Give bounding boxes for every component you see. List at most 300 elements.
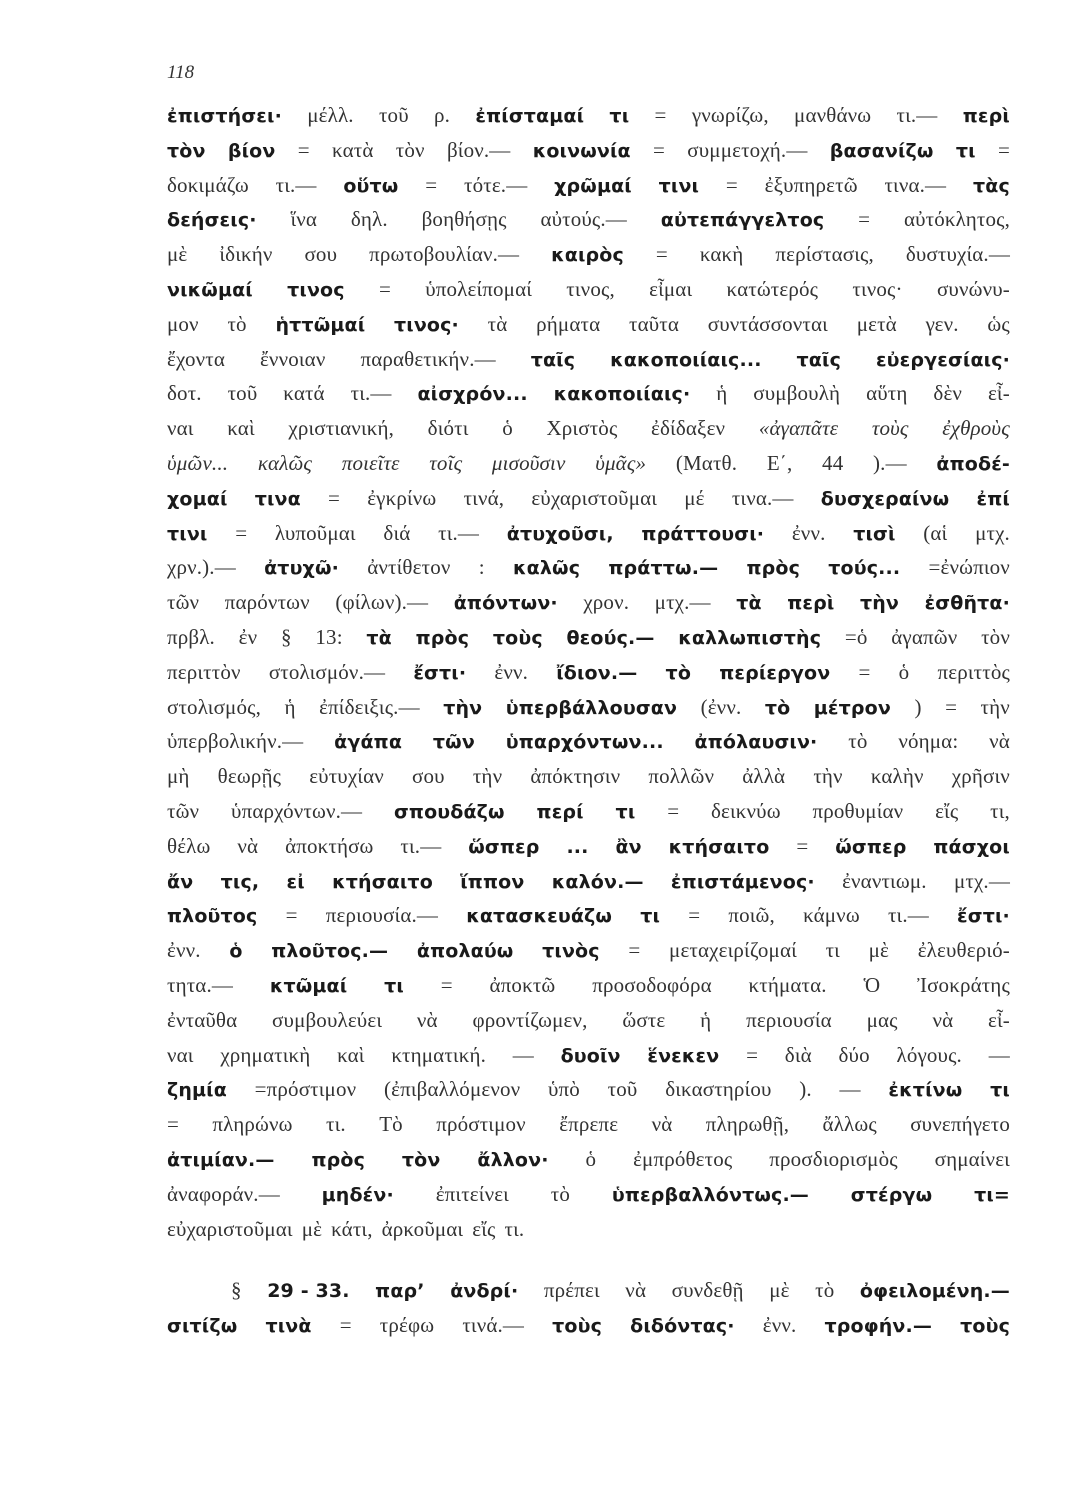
headword: εὐεργεσίαις· — [875, 348, 1010, 371]
page-number: 118 — [167, 62, 195, 83]
quotation-word: μισοῦσιν — [491, 450, 566, 475]
headword: τὸν — [167, 139, 206, 162]
headword: πράττω.— — [608, 557, 719, 580]
headword: πλοῦτος — [167, 905, 258, 928]
headword: καιρὸς — [551, 244, 624, 267]
headword: ταῖς — [530, 348, 576, 371]
gloss-word: δεικνύω — [710, 798, 781, 823]
text-line — [167, 446, 1010, 481]
headword: πρὸς — [311, 1148, 365, 1171]
gloss-word: ἐπίδειξις.— — [319, 694, 420, 719]
headword: πρὸς — [415, 626, 470, 649]
quotation-word: ὑμῶν... — [167, 450, 229, 475]
gloss-word: ἐναντιωμ. — [842, 868, 927, 893]
headword: ἀνδρί· — [450, 1280, 519, 1303]
gloss-word: διὰ — [784, 1042, 812, 1067]
gloss-word: = — [378, 276, 391, 301]
headword: κτήσαιτο — [668, 835, 770, 858]
gloss-word: ὑπολείπομαί — [425, 276, 533, 301]
gloss-word: τητα.— — [167, 972, 234, 997]
headword: αἰσχρόν... — [417, 383, 528, 406]
headword: κακοποιίαις... — [610, 348, 762, 371]
gloss-word: βοηθήσῃς — [421, 207, 507, 232]
gloss-word: περιττὸς — [937, 659, 1010, 684]
gloss-word: τὴν — [980, 694, 1010, 719]
gloss-word: εἴς — [935, 798, 959, 823]
text-line — [167, 1212, 1010, 1247]
gloss-word: ἀποκτήσω — [285, 833, 374, 858]
text-line — [167, 620, 1010, 655]
headword: ἔστι· — [957, 905, 1010, 928]
gloss-word: ἡ — [284, 694, 296, 719]
gloss-word: ὁ — [585, 1146, 597, 1171]
gloss-word: ἀντίθετον — [367, 555, 451, 580]
gloss-word: ἐνν. — [167, 938, 201, 963]
gloss-word: ἀγαπῶν — [891, 624, 958, 649]
headword: ἐπί — [976, 487, 1010, 510]
gloss-word: = — [725, 172, 738, 197]
gloss-word: ἡ — [716, 381, 728, 406]
gloss-word: τὸν — [395, 137, 425, 162]
text-line — [167, 237, 1010, 272]
headword: παρ’ — [375, 1280, 425, 1303]
headword: ἀτυχοῦσι, — [506, 522, 614, 545]
gloss-word: πρόστιμον — [436, 1112, 526, 1137]
gloss-word: αὐτόκλητος, — [903, 207, 1010, 232]
gloss-word: = — [655, 242, 668, 267]
gloss-word: συντάσσονται — [707, 311, 828, 336]
gloss-word: εὐχαριστοῦμαι — [167, 1216, 293, 1241]
gloss-word: λυποῦμαι — [274, 520, 356, 545]
headword: περίεργον — [719, 661, 831, 684]
text-line — [167, 1107, 1010, 1142]
text-line — [167, 516, 1010, 551]
gloss-word: = — [654, 103, 667, 127]
gloss-word: = — [440, 972, 453, 997]
quotation-word: «ἀγαπᾶτε — [758, 416, 839, 441]
gloss-word: κάμνω — [803, 903, 860, 928]
headword: ἕνεκεν — [647, 1044, 720, 1067]
gloss-word: = — [425, 172, 438, 197]
text-line — [167, 933, 1010, 968]
gloss-word: τινά.— — [462, 1313, 525, 1338]
gloss-word: ἄλλως — [822, 1112, 877, 1137]
headword: τι — [990, 1079, 1010, 1102]
gloss-word: τοῦ — [607, 1077, 638, 1102]
headword: νικῶμαί — [167, 278, 253, 301]
gloss-word: ) — [914, 694, 922, 719]
gloss-word: τὰ — [487, 311, 508, 336]
headword: οὕτω — [343, 174, 399, 197]
text-line — [167, 1308, 1010, 1343]
headword: πράττουσι· — [641, 522, 765, 545]
gloss-word: τι. — [326, 1112, 346, 1137]
headword: τοὺς — [552, 1315, 603, 1338]
headword: περί — [536, 800, 584, 823]
gloss-word: θεωρῇς — [217, 764, 282, 789]
headword: τι — [955, 139, 976, 162]
headword: χρῶμαί — [554, 174, 632, 197]
text-line — [167, 655, 1010, 690]
text-line — [167, 202, 1010, 237]
gloss-word: = — [653, 137, 665, 162]
gloss-word: κακὴ — [699, 242, 744, 267]
gloss-word: μτχ.— — [654, 590, 711, 615]
headword: ὑπαρχόντων... — [505, 731, 664, 754]
headword: ὁ — [229, 940, 243, 963]
headword: πλοῦτος.— — [271, 940, 389, 963]
gloss-word: =ἐνώπιον — [928, 555, 1010, 580]
gloss-word: χρηματικὴ — [220, 1042, 311, 1067]
headword: πάσχοι — [933, 835, 1010, 858]
gloss-word: μεταχειρίζομαί — [669, 938, 797, 963]
gloss-word: (ἐπιβαλλόμενον — [383, 1077, 521, 1102]
headword: ἡττῶμαί — [275, 313, 366, 336]
text-line — [167, 168, 1010, 203]
gloss-word: τινά, — [463, 485, 505, 510]
gloss-word: ἐνν. — [791, 520, 826, 545]
headword: κτῶμαί — [269, 974, 348, 997]
gloss-word: χρον. — [583, 590, 630, 615]
gloss-word: γνωρίζω, — [691, 103, 769, 127]
gloss-word: μὲ — [167, 242, 188, 267]
headword: ἐσθῆτα· — [924, 592, 1010, 615]
headword: τὴν — [443, 696, 483, 719]
headword: αὐτεπάγγελτος — [660, 209, 825, 232]
gloss-word: ρ. — [434, 103, 451, 127]
gloss-word: τὸ — [815, 1278, 835, 1303]
headword: τούς... — [828, 557, 901, 580]
gloss-word: στολισμός, — [167, 694, 261, 719]
gloss-word: περίστασις, — [775, 242, 874, 267]
headword: περὶ — [787, 592, 835, 615]
headword: κακοποιίαις· — [553, 383, 691, 406]
gloss-word: δύο — [838, 1042, 870, 1067]
gloss-word: διά — [383, 520, 411, 545]
gloss-word: ναι — [167, 1042, 194, 1067]
gloss-word: κάτι, — [331, 1216, 373, 1241]
gloss-word: τὸ — [848, 729, 868, 754]
gloss-word: ὑπερβολικήν.— — [167, 729, 304, 754]
text-line — [167, 829, 1010, 864]
gloss-word: σημαίνει — [934, 1146, 1010, 1171]
gloss-word: χριστιανική, — [288, 416, 395, 441]
gloss-word: τῶν — [167, 590, 200, 615]
gloss-word: ἐνν. — [762, 1313, 797, 1338]
text-line — [167, 864, 1010, 899]
text-line — [167, 411, 1010, 446]
text-line — [167, 342, 1010, 377]
gloss-word: = — [746, 1042, 759, 1067]
gloss-word: συμβουλεύει — [272, 1007, 383, 1032]
gloss-word: τι.— — [275, 172, 317, 197]
headword: τινος· — [394, 313, 459, 336]
quotation-word: τοῖς — [429, 450, 463, 475]
gloss-word: ἡ — [700, 1007, 712, 1032]
gloss-word: πληρωθῇ, — [705, 1112, 790, 1137]
gloss-word: καλὴν — [870, 764, 924, 789]
gloss-word: συμβουλὴ — [753, 381, 841, 406]
gloss-word: προθυμίαν — [812, 798, 904, 823]
gloss-word: μτχ. — [975, 520, 1010, 545]
text-line — [167, 1273, 1010, 1308]
headword: τὸ — [665, 661, 692, 684]
text-line — [167, 585, 1010, 620]
gloss-word: Ε΄, — [766, 450, 793, 475]
headword: τι — [615, 800, 636, 823]
gloss-word: σου — [412, 764, 445, 789]
gloss-word: τινος· — [852, 276, 903, 301]
gloss-word: τι.— — [350, 381, 392, 406]
gloss-word: εἴς — [472, 1216, 496, 1241]
text-line — [167, 724, 1010, 759]
text-line — [167, 690, 1010, 725]
headword: ἀπολαύω — [416, 940, 514, 963]
headword: κτήσαιτο — [332, 870, 433, 893]
gloss-word: διότι — [427, 416, 469, 441]
gloss-word: ἐμπρόθετος — [633, 1146, 733, 1171]
gloss-word: τι.— — [438, 520, 480, 545]
headword: μηδέν· — [321, 1183, 394, 1206]
gloss-word: συνώνυ- — [936, 276, 1010, 301]
gloss-word: γεν. — [925, 311, 959, 336]
text-line — [167, 1003, 1010, 1038]
gloss-word: λόγους. — [896, 1042, 962, 1067]
text-line — [167, 272, 1010, 307]
gloss-word: τινα.— — [884, 172, 947, 197]
gloss-word: ).— — [873, 450, 907, 475]
gloss-word: ἔπρεπε — [559, 1112, 619, 1137]
gloss-word: πρωτοβουλίαν.— — [369, 242, 520, 267]
gloss-word: = — [339, 1313, 352, 1338]
gloss-word: = — [858, 659, 871, 684]
gloss-word: ὑπὸ — [548, 1077, 580, 1102]
headword: τινὰ — [265, 1315, 312, 1338]
gloss-word: τὸ — [227, 311, 247, 336]
gloss-word: ἀρκοῦμαι — [381, 1216, 464, 1241]
text-line — [167, 1177, 1010, 1212]
gloss-word: ἐνν. — [494, 659, 529, 684]
gloss-word: εἶ- — [988, 1007, 1010, 1032]
gloss-word: τι.— — [896, 103, 938, 127]
gloss-word: θέλω — [167, 833, 211, 858]
headword: καλλωπιστὴς — [678, 626, 822, 649]
headword: τινος — [287, 278, 345, 301]
gloss-word: ὑπαρχόντων.— — [231, 798, 363, 823]
headword: ἄλλον· — [477, 1148, 549, 1171]
headword: ἐκτίνω — [888, 1079, 963, 1102]
headword: τις, — [220, 870, 260, 893]
gloss-word: εἶμαι — [649, 276, 693, 301]
gloss-word: τρέφω — [379, 1313, 435, 1338]
headword: ὥσπερ — [835, 835, 907, 858]
gloss-word: δυστυχία.— — [905, 242, 1010, 267]
gloss-word: χρῆσιν — [951, 764, 1010, 789]
gloss-word: πρβλ. — [167, 624, 215, 649]
gloss-word: ἐλευθεριό- — [917, 938, 1010, 963]
gloss-word: τὴν — [813, 764, 843, 789]
gloss-word: μτχ.— — [953, 868, 1010, 893]
gloss-word: εὐχαριστοῦμαι — [531, 485, 658, 510]
text-line — [167, 794, 1010, 829]
gloss-word: § — [281, 624, 292, 649]
gloss-word: συνδεθῇ — [671, 1278, 744, 1303]
headword: τῶν — [432, 731, 475, 754]
gloss-word: ἵνα — [290, 207, 318, 232]
headword: ἂν — [615, 835, 642, 858]
headword: τι — [609, 105, 630, 127]
text-line — [167, 481, 1010, 516]
headword: ἐπίσταμαί — [475, 105, 585, 127]
gloss-word: κτήματα. — [748, 972, 827, 997]
gloss-word: (φίλων).— — [335, 590, 429, 615]
gloss-word: = — [235, 520, 248, 545]
gloss-word: ἀναφοράν.— — [167, 1181, 280, 1206]
quotation-word: ὑμᾶς» — [595, 450, 647, 475]
headword: τὰς — [972, 174, 1010, 197]
gloss-word: = — [945, 694, 958, 719]
text-line — [167, 1038, 1010, 1073]
headword: κοινωνία — [532, 139, 631, 162]
gloss-word: περιουσία — [746, 1007, 832, 1032]
headword: τινα — [254, 487, 301, 510]
gloss-word: νὰ — [932, 1007, 954, 1032]
gloss-word: τινος, — [566, 276, 615, 301]
gloss-word: = — [667, 798, 680, 823]
gloss-word: ποιῶ, — [728, 903, 775, 928]
headword: ἐπιστάμενος· — [670, 870, 815, 893]
headword: ἀτυχῶ· — [264, 557, 339, 580]
quotation-word: καλῶς — [257, 450, 313, 475]
gloss-word: καὶ — [337, 1042, 365, 1067]
gloss-word: περιουσία.— — [325, 903, 439, 928]
headword: τοὺς — [492, 626, 543, 649]
gloss-word: προσδιορισμὸς — [769, 1146, 898, 1171]
headword: τὰ — [736, 592, 762, 615]
headword: τινι — [658, 174, 700, 197]
headword: ἐπιστήσει· — [167, 105, 282, 127]
gloss-word: τι.— — [887, 903, 929, 928]
text-line — [167, 1072, 1010, 1107]
gloss-word: ὁ — [502, 416, 513, 441]
gloss-word: (αἱ — [923, 520, 948, 545]
gloss-word: τῶν — [167, 798, 200, 823]
gloss-word: = — [628, 938, 641, 963]
gloss-word: παρόντων — [224, 590, 310, 615]
text-line — [167, 307, 1010, 342]
headword: ἀποδέ- — [936, 452, 1010, 475]
gloss-word: 13: — [315, 624, 343, 649]
gloss-word: μέ — [684, 485, 705, 510]
gloss-word: μας — [866, 1007, 898, 1032]
gloss-word: ). — [799, 1077, 812, 1102]
gloss-word: — — [988, 1042, 1010, 1067]
gloss-word: ρήματα — [536, 311, 601, 336]
headword: ἵππον — [460, 870, 525, 893]
gloss-word: ἐπιτείνει — [435, 1181, 509, 1206]
gloss-word: περιττὸν — [167, 659, 241, 684]
gloss-word: ὁ — [898, 659, 910, 684]
headword: βασανίζω — [829, 139, 934, 162]
gloss-word: τι — [825, 938, 840, 963]
gloss-word: νὰ — [651, 1112, 673, 1137]
text-line — [167, 759, 1010, 794]
gloss-word: = — [297, 137, 310, 162]
headword: ὑπερβαλλόντως.— — [611, 1183, 809, 1206]
text-line — [167, 133, 1010, 168]
gloss-word: τοῦ — [378, 103, 409, 127]
gloss-word: σου — [304, 242, 338, 267]
headword: τι= — [974, 1183, 1010, 1206]
gloss-word: κατά — [283, 381, 325, 406]
headword: ἔστι· — [413, 661, 467, 684]
headword: ζημία — [167, 1079, 227, 1102]
headword: τι — [640, 905, 661, 928]
gloss-word: δοτ. — [167, 381, 202, 406]
gloss-word: — — [512, 1042, 534, 1067]
gloss-word: ὡς — [987, 311, 1010, 336]
gloss-word: μὲ — [301, 1216, 323, 1241]
gloss-word: μὲ — [769, 1278, 790, 1303]
gloss-word: ἀλλὰ — [742, 764, 786, 789]
gloss-word: = — [285, 903, 298, 928]
gloss-word: δικαστηρίου — [665, 1077, 772, 1102]
gloss-word: καὶ — [227, 416, 255, 441]
gloss-word: μανθάνω — [794, 103, 872, 127]
headword: πρὸς — [746, 557, 801, 580]
headword: τισὶ — [853, 522, 896, 545]
gloss-word: κτηματική. — [391, 1042, 486, 1067]
headword: ταῖς — [796, 348, 841, 371]
gloss-word: = — [997, 137, 1010, 162]
headword: τὸ — [764, 696, 791, 719]
headword: δεήσεις· — [167, 209, 257, 232]
gloss-word: τὴν — [472, 764, 503, 789]
headword: εἰ — [286, 870, 305, 893]
gloss-word: μον — [167, 311, 199, 336]
headword: τὴν — [859, 592, 900, 615]
text-line — [167, 550, 1010, 585]
gloss-word: πρέπει — [543, 1278, 600, 1303]
gloss-word: Ὁ — [863, 972, 881, 997]
gloss-word: — — [839, 1077, 861, 1102]
gloss-word: 44 — [822, 450, 844, 475]
gloss-word: εἶ- — [987, 381, 1010, 406]
gloss-word: (ἐνν. — [700, 694, 742, 719]
gloss-word: ἔννοιαν — [259, 346, 326, 371]
gloss-word: τότε.— — [464, 172, 528, 197]
headword: τὸν — [401, 1148, 441, 1171]
headword: τινὸς — [542, 940, 600, 963]
headword: θεούς.— — [566, 626, 655, 649]
gloss-word: τινα.— — [731, 485, 794, 510]
quotation-word: ἐχθροὺς — [942, 416, 1010, 441]
gloss-word: = — [796, 833, 809, 858]
headword: ἴδιον.— — [556, 661, 638, 684]
gloss-word: προσοδοφόρα — [592, 972, 712, 997]
quotation-word: τοὺς — [871, 416, 909, 441]
gloss-word: συμμετοχή.— — [687, 137, 808, 162]
headword: τροφήν.— — [824, 1315, 933, 1338]
gloss-word: νὰ — [416, 1007, 438, 1032]
gloss-word: παραθετικήν.— — [360, 346, 496, 371]
headword: ἄν — [167, 870, 194, 893]
gloss-word: τι.— — [400, 833, 442, 858]
headword: τι — [384, 974, 404, 997]
headword: καλόν.— — [551, 870, 644, 893]
gloss-word: =πρόστιμον — [254, 1077, 357, 1102]
gloss-word: νὰ — [237, 833, 259, 858]
